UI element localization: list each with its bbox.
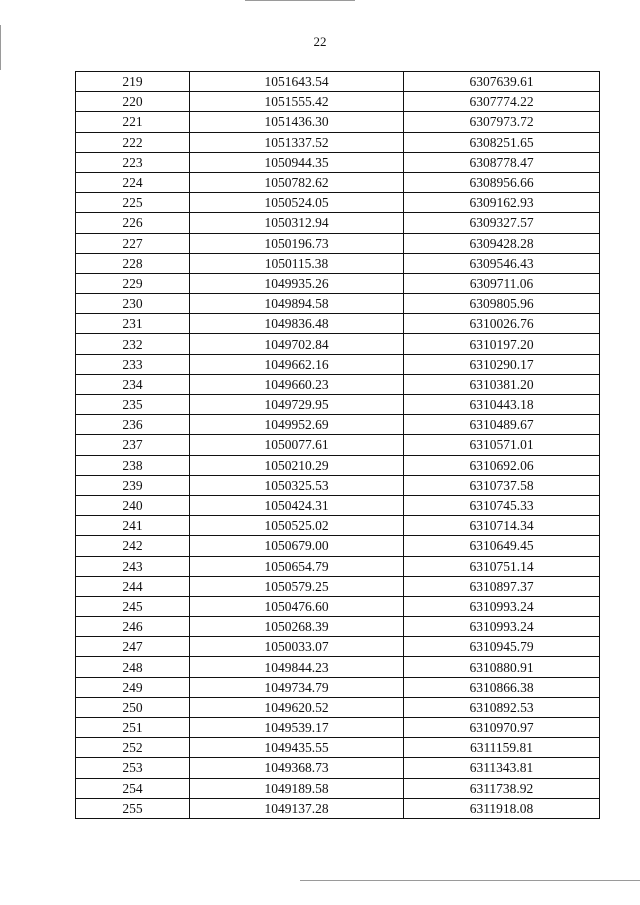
x-coordinate-cell: 1050115.38 [190,253,404,273]
y-coordinate-cell: 6310692.06 [404,455,600,475]
y-coordinate-cell: 6310745.33 [404,495,600,515]
y-coordinate-cell: 6310737.58 [404,475,600,495]
table-row [76,455,600,475]
point-number-cell: 253 [76,758,190,778]
point-number-cell: 226 [76,213,190,233]
table-row [76,495,600,515]
y-coordinate-cell: 6310945.79 [404,637,600,657]
point-number-cell: 225 [76,193,190,213]
table-row [76,314,600,334]
table-row [76,798,600,818]
y-coordinate-cell: 6308251.65 [404,132,600,152]
point-number-cell: 229 [76,273,190,293]
x-coordinate-cell: 1050312.94 [190,213,404,233]
x-coordinate-cell: 1050782.62 [190,172,404,192]
x-coordinate-cell: 1049836.48 [190,314,404,334]
table-row [76,657,600,677]
table-row [76,617,600,637]
table-row [76,596,600,616]
point-number-cell: 233 [76,354,190,374]
table-row [76,92,600,112]
point-number-cell: 242 [76,536,190,556]
y-coordinate-cell: 6310751.14 [404,556,600,576]
point-number-cell: 246 [76,617,190,637]
y-coordinate-cell: 6310892.53 [404,697,600,717]
x-coordinate-cell: 1049620.52 [190,697,404,717]
y-coordinate-cell: 6309428.28 [404,233,600,253]
table-row [76,152,600,172]
table-row [76,475,600,495]
table-row [76,72,600,92]
point-number-cell: 240 [76,495,190,515]
table-row [76,374,600,394]
point-number-cell: 223 [76,152,190,172]
x-coordinate-cell: 1050476.60 [190,596,404,616]
table-row [76,112,600,132]
point-number-cell: 247 [76,637,190,657]
x-coordinate-cell: 1049539.17 [190,718,404,738]
x-coordinate-cell: 1050033.07 [190,637,404,657]
y-coordinate-cell: 6310970.97 [404,718,600,738]
y-coordinate-cell: 6310489.67 [404,415,600,435]
y-coordinate-cell: 6307973.72 [404,112,600,132]
x-coordinate-cell: 1051643.54 [190,72,404,92]
y-coordinate-cell: 6310197.20 [404,334,600,354]
table-row [76,516,600,536]
y-coordinate-cell: 6310897.37 [404,576,600,596]
table-row [76,273,600,293]
point-number-cell: 249 [76,677,190,697]
point-number-cell: 241 [76,516,190,536]
point-number-cell: 238 [76,455,190,475]
y-coordinate-cell: 6308778.47 [404,152,600,172]
table-row [76,778,600,798]
y-coordinate-cell: 6310993.24 [404,617,600,637]
table-row [76,435,600,455]
y-coordinate-cell: 6311343.81 [404,758,600,778]
x-coordinate-cell: 1049702.84 [190,334,404,354]
table-row [76,556,600,576]
x-coordinate-cell: 1050679.00 [190,536,404,556]
y-coordinate-cell: 6310381.20 [404,374,600,394]
table-row [76,677,600,697]
x-coordinate-cell: 1049729.95 [190,395,404,415]
table-row [76,697,600,717]
point-number-cell: 221 [76,112,190,132]
table-row [76,354,600,374]
x-coordinate-cell: 1049189.58 [190,778,404,798]
x-coordinate-cell: 1051436.30 [190,112,404,132]
table-row [76,172,600,192]
x-coordinate-cell: 1049935.26 [190,273,404,293]
point-number-cell: 220 [76,92,190,112]
table-row [76,637,600,657]
coordinates-table [75,71,600,819]
point-number-cell: 231 [76,314,190,334]
point-number-cell: 230 [76,294,190,314]
point-number-cell: 234 [76,374,190,394]
y-coordinate-cell: 6309805.96 [404,294,600,314]
table-row [76,132,600,152]
point-number-cell: 227 [76,233,190,253]
x-coordinate-cell: 1050268.39 [190,617,404,637]
y-coordinate-cell: 6310571.01 [404,435,600,455]
y-coordinate-cell: 6310866.38 [404,677,600,697]
y-coordinate-cell: 6309327.57 [404,213,600,233]
x-coordinate-cell: 1050424.31 [190,495,404,515]
y-coordinate-cell: 6311159.81 [404,738,600,758]
x-coordinate-cell: 1050525.02 [190,516,404,536]
table-row [76,395,600,415]
table-row [76,193,600,213]
y-coordinate-cell: 6310714.34 [404,516,600,536]
x-coordinate-cell: 1050579.25 [190,576,404,596]
y-coordinate-cell: 6307774.22 [404,92,600,112]
x-coordinate-cell: 1050524.05 [190,193,404,213]
point-number-cell: 252 [76,738,190,758]
point-number-cell: 224 [76,172,190,192]
scan-edge-top-line [245,0,355,1]
point-number-cell: 245 [76,596,190,616]
point-number-cell: 250 [76,697,190,717]
table-row [76,253,600,273]
x-coordinate-cell: 1049844.23 [190,657,404,677]
x-coordinate-cell: 1049894.58 [190,294,404,314]
x-coordinate-cell: 1051555.42 [190,92,404,112]
x-coordinate-cell: 1049734.79 [190,677,404,697]
point-number-cell: 235 [76,395,190,415]
coordinates-table-body [76,72,600,819]
x-coordinate-cell: 1049137.28 [190,798,404,818]
table-row [76,415,600,435]
x-coordinate-cell: 1049660.23 [190,374,404,394]
table-row [76,536,600,556]
point-number-cell: 239 [76,475,190,495]
table-row [76,233,600,253]
point-number-cell: 244 [76,576,190,596]
point-number-cell: 248 [76,657,190,677]
y-coordinate-cell: 6310026.76 [404,314,600,334]
x-coordinate-cell: 1049952.69 [190,415,404,435]
point-number-cell: 222 [76,132,190,152]
x-coordinate-cell: 1050944.35 [190,152,404,172]
x-coordinate-cell: 1049435.55 [190,738,404,758]
x-coordinate-cell: 1051337.52 [190,132,404,152]
page-number: 22 [313,34,327,49]
point-number-cell: 219 [76,72,190,92]
y-coordinate-cell: 6310880.91 [404,657,600,677]
table-row [76,758,600,778]
y-coordinate-cell: 6307639.61 [404,72,600,92]
y-coordinate-cell: 6310993.24 [404,596,600,616]
y-coordinate-cell: 6310290.17 [404,354,600,374]
x-coordinate-cell: 1050210.29 [190,455,404,475]
point-number-cell: 255 [76,798,190,818]
y-coordinate-cell: 6309711.06 [404,273,600,293]
point-number-cell: 232 [76,334,190,354]
y-coordinate-cell: 6308956.66 [404,172,600,192]
table-row [76,738,600,758]
y-coordinate-cell: 6310443.18 [404,395,600,415]
point-number-cell: 237 [76,435,190,455]
table-row [76,576,600,596]
x-coordinate-cell: 1050325.53 [190,475,404,495]
table-row [76,213,600,233]
y-coordinate-cell: 6309162.93 [404,193,600,213]
scan-edge-bottom-line [300,880,640,881]
point-number-cell: 228 [76,253,190,273]
table-row [76,718,600,738]
x-coordinate-cell: 1049368.73 [190,758,404,778]
table-row [76,294,600,314]
y-coordinate-cell: 6311918.08 [404,798,600,818]
x-coordinate-cell: 1050196.73 [190,233,404,253]
x-coordinate-cell: 1050077.61 [190,435,404,455]
point-number-cell: 254 [76,778,190,798]
point-number-cell: 243 [76,556,190,576]
y-coordinate-cell: 6311738.92 [404,778,600,798]
x-coordinate-cell: 1050654.79 [190,556,404,576]
point-number-cell: 251 [76,718,190,738]
y-coordinate-cell: 6309546.43 [404,253,600,273]
x-coordinate-cell: 1049662.16 [190,354,404,374]
table-row [76,334,600,354]
point-number-cell: 236 [76,415,190,435]
y-coordinate-cell: 6310649.45 [404,536,600,556]
